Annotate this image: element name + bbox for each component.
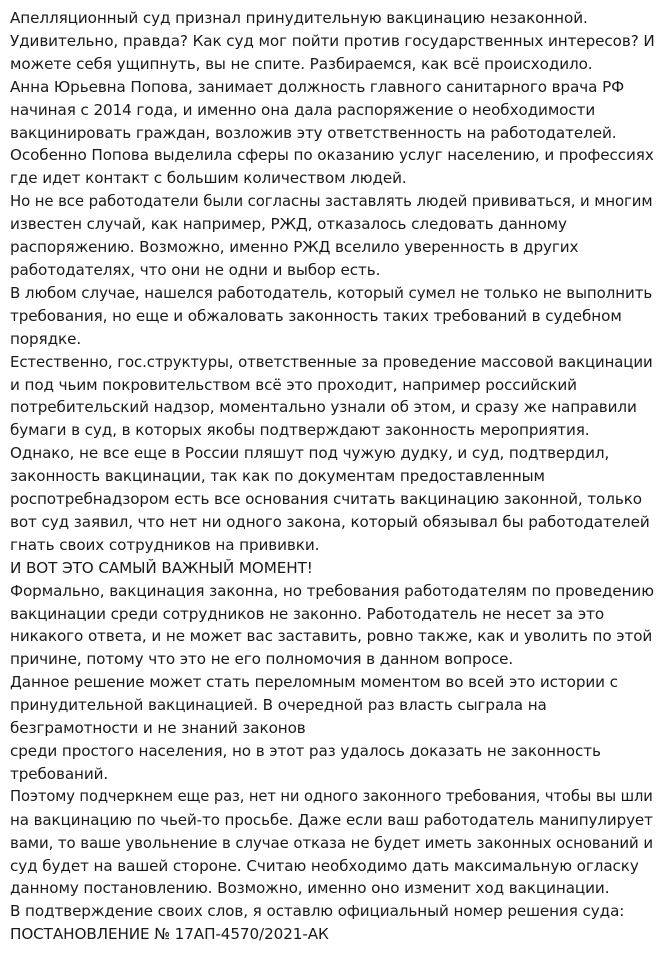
article-line: И ВОТ ЭТО САМЫЙ ВАЖНЫЙ МОМЕНТ! — [10, 558, 313, 577]
article-line: распоряжению. Возможно, именно РЖД вселило уверенность в других — [10, 238, 579, 257]
article-line: ПОСТАНОВЛЕНИЕ № 17АП-4570/2021-АК — [10, 925, 329, 944]
article-line: законность вакцинации, так как по документам предоставленным — [10, 467, 545, 486]
article-line: безграмотности и не знаний законов — [10, 719, 306, 738]
article-line: требования, но еще и обжаловать законность таких требований в судебном — [10, 306, 622, 325]
article-text — [10, 7, 656, 946]
article-line: вакцинировать граждан, возложив эту ответственность на работодателей. — [10, 123, 617, 142]
article-line: работодателях, что они не одни и выбор есть. — [10, 260, 381, 279]
article-line: принудительной вакцинацией. В очередной раз власть сыграла на — [10, 696, 547, 715]
article-line: Анна Юрьевна Попова, занимает должность главного санитарного врача РФ — [10, 77, 625, 96]
article-line: известен случай, как например, РЖД, отказалось следовать данному — [10, 215, 567, 234]
article-line: никакого ответа, и не может вас заставить, ровно также, как и уволить по этой — [10, 627, 653, 646]
article-line: бумаги в суд, в которых якобы подтверждают законность мероприятия. — [10, 421, 590, 440]
article-line: причине, потому что это не его полномочия в данном вопросе. — [10, 650, 514, 669]
article-line: начиная с 2014 года, и именно она дала распоряжение о необходимости — [10, 100, 596, 119]
article-line: вот суд заявил, что нет ни одного закона, который обязывал бы работодателей — [10, 512, 650, 531]
article-line: суд будет на вашей стороне. Считаю необходимо дать максимальную огласку — [10, 856, 639, 875]
article-line: можете себя ущипнуть, вы не спите. Разбираемся, как всё происходило. — [10, 54, 593, 73]
article-line: Естественно, гос.структуры, ответственные за проведение массовой вакцинации — [10, 352, 653, 371]
article-line: гнать своих сотрудников на прививки. — [10, 535, 320, 554]
article-line: В подтверждение своих слов, я оставлю официальный номер решения суда: — [10, 902, 625, 921]
article-line: Особенно Попова выделила сферы по оказанию услуг населению, и профессиях — [10, 146, 654, 165]
article-line: Удивительно, правда? Как суд мог пойти против государственных интересов? И — [10, 31, 655, 50]
article-line: Данное решение может стать переломным моментом во всей это истории с — [10, 673, 618, 692]
article-line: Однако, не все еще в России пляшут под чужую дудку, и суд, подтвердил, — [10, 444, 610, 463]
article-line: вами, то ваше увольнение в случае отказа не будет иметь законных оснований и — [10, 833, 653, 852]
article-line: В любом случае, нашелся работодатель, который сумел не только не выполнить — [10, 283, 653, 302]
article-line: данному постановлению. Возможно, именно оно изменит ход вакцинации. — [10, 879, 610, 898]
article-line: и под чьим покровительством всё это проходит, например российский — [10, 375, 577, 394]
article-line: Поэтому подчеркнем еще раз, нет ни одного законного требования, чтобы вы шли — [10, 787, 653, 805]
article-line: вакцинации среди сотрудников не законно. Работодатель не несет за это — [10, 604, 605, 623]
article-line: требований. — [10, 764, 109, 783]
article-line: где идет контакт с большим количеством людей. — [10, 169, 407, 188]
article-line: потребительский надзор, моментально узнали об этом, и сразу же направили — [10, 398, 637, 417]
article-line: порядке. — [10, 329, 82, 348]
article-line: на вакцинацию по чьей-то просьбе. Даже если ваш работодатель манипулирует — [10, 810, 653, 829]
article-line: Апелляционный суд признал принудительную вакцинацию незаконной. — [10, 9, 588, 27]
article-line: среди простого населения, но в этот раз удалось доказать не законность — [10, 742, 601, 760]
article-line: Формально, вакцинация законна, но требования работодателям по проведению — [10, 581, 654, 600]
article-line: Но не все работодатели были согласны заставлять людей прививаться, и многим — [10, 192, 653, 211]
article-line: роспотребнадзором есть все основания считать вакцинацию законной, только — [10, 490, 642, 509]
